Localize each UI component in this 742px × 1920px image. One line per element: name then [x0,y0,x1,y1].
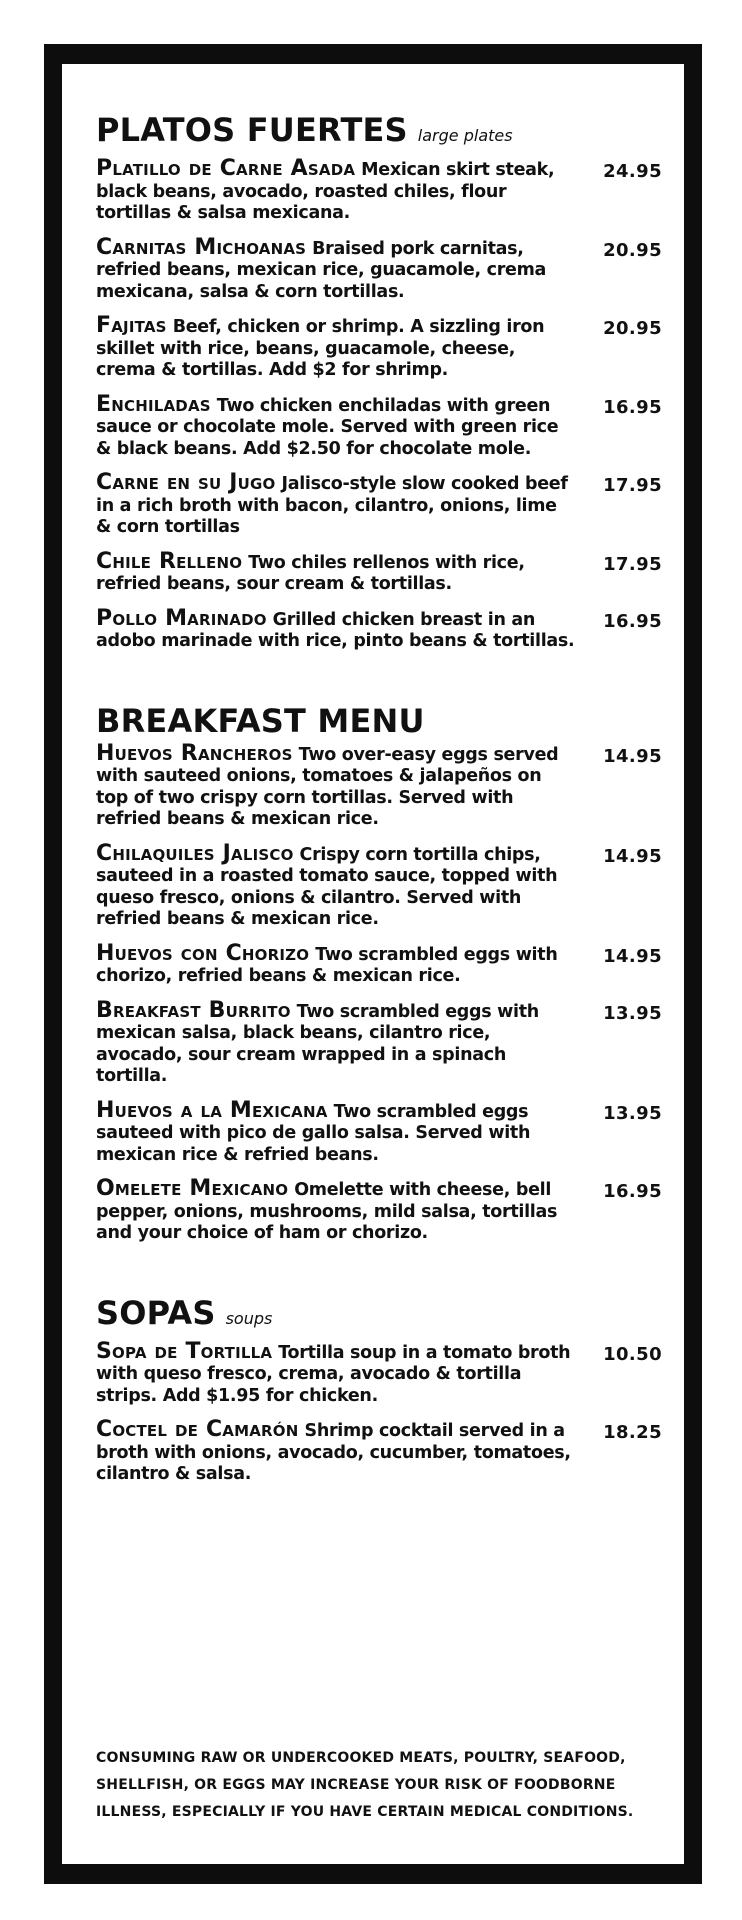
menu-item-description: Two chiles rellenos with rice, refried beans, sour cream & tortillas. [96,552,525,594]
menu-item [96,391,666,461]
menu-item-price: 16.95 [603,610,662,632]
menu-item-price: 16.95 [603,1181,662,1202]
menu-item-name: Chilaquiles Jalisco [96,840,294,866]
menu-item-price: 24.95 [603,161,662,182]
menu-item-name: Sopa de Tortilla [96,1338,273,1364]
menu-item [96,1419,666,1486]
menu-item-name: Chile Relleno [96,548,243,574]
menu-item [96,1338,666,1408]
section-title-sub: soups [225,1308,273,1328]
section-platos-fuertes [96,110,666,653]
menu-item-price: 10.50 [603,1343,662,1365]
section-title [96,701,666,741]
section-title-main: PLATOS FUERTES [96,111,408,149]
menu-item-price: 14.95 [603,745,662,767]
menu-item-price: 20.95 [603,318,662,339]
menu-item [96,740,666,831]
menu-item [96,1178,666,1245]
menu-item-price: 17.95 [603,553,662,575]
menu-item-name: Huevos con Chorizo [96,940,310,966]
section-title-main: BREAKFAST MENU [96,701,425,740]
menu-item-description: Tortilla soup in a tomato broth with queso fresco, crema, avocado & tortilla strips. Add $1.95 for chicken. [96,1342,571,1406]
menu-item-price: 13.95 [603,1102,662,1124]
menu-item-description: Crispy corn tortilla chips, sauteed in a roasted tomato sauce, topped with queso fresco, onions & cilantro. Served with refried beans & mexican rice. [96,844,558,929]
menu-item-name: Huevos Rancheros [96,740,293,766]
section-title [96,1293,666,1339]
menu-item-price: 14.95 [603,845,662,867]
menu-item-description: Two over-easy eggs served with sauteed onions, tomatoes & jalapeños on top of two crispy corn tortillas. Served with refried beans & mexican rice. [96,744,559,829]
menu-item [96,234,666,304]
menu-item-price: 16.95 [603,396,662,418]
menu-item [96,997,666,1088]
menu-item-description: Two scrambled eggs with mexican salsa, black beans, cilantro rice, avocado, sour cream wrapped in a spinach tortilla. [96,1001,539,1086]
menu-item [96,940,666,988]
menu-item-name: Breakfast Burrito [96,997,291,1023]
menu-item-description: Two chicken enchiladas with green sauce or chocolate mole. Served with green rice & black beans. Add $2.50 for chocolate mole. [96,395,559,459]
menu-item [96,840,666,931]
menu-item-description: Beef, chicken or shrimp. A sizzling iron skillet with rice, beans, guacamole, cheese, crema & tortillas. Add $2 for shrimp. [96,317,545,380]
menu-item-description: Two scrambled eggs with chorizo, refried beans & mexican rice. [96,944,558,986]
menu-item-name: Pollo Marinado [96,605,267,631]
menu-item-name: Huevos a la Mexicana [96,1097,328,1123]
food-safety-disclaimer: CONSUMING RAW OR UNDERCOOKED MEATS, POULTRY, SEAFOOD, SHELLFISH, OR EGGS MAY INCREASE YOUR RISK OF FOODBORNE ILLNESS, ESPECIALLY IF YOU HAVE CERTAIN MEDICAL CONDITIONS. [96,1750,634,1820]
menu-item-price: 17.95 [603,475,662,496]
menu-item-description: Two scrambled eggs sauteed with pico de gallo salsa. Served with mexican rice & refried beans. [96,1101,531,1165]
menu-item-description: Mexican skirt steak, black beans, avocado, roasted chiles, flour tortillas & salsa mexicana. [96,160,555,223]
menu-item-name: Platillo de Carne Asada [96,156,356,181]
menu-item [96,315,666,382]
menu-item-price: 20.95 [603,239,662,261]
menu-item-name: Enchiladas [96,391,211,417]
section-title [96,110,666,156]
section-title-main: SOPAS [96,1293,216,1332]
menu-item-description: Grilled chicken breast in an adobo marinade with rice, pinto beans & tortillas. [96,609,575,651]
menu-item-description: Shrimp cocktail served in a broth with onions, avocado, cucumber, tomatoes, cilantro & salsa. [96,1421,571,1484]
menu-item-name: Carne en su Jugo [96,470,276,495]
menu-item-price: 13.95 [603,1002,662,1024]
menu-item-description: Jalisco-style slow cooked beef in a rich broth with bacon, cilantro, onions, lime & corn tortillas [96,474,568,537]
menu-item-price: 18.25 [603,1422,662,1443]
menu-item-name: Coctel de Camarón [96,1417,299,1442]
menu-item-name: Carnitas Michoanas [96,234,307,260]
menu-item-description: Omelette with cheese, bell pepper, onions, mushrooms, mild salsa, tortillas and your choice of ham or chorizo. [96,1180,558,1243]
section-sopas [96,1293,666,1486]
menu-item [96,605,666,653]
menu-item-name: Omelete Mexicano [96,1176,289,1201]
menu-item-description: Braised pork carnitas, refried beans, mexican rice, guacamole, crema mexicana, salsa & corn tortillas. [96,238,547,302]
menu-content [96,110,666,1498]
section-title-sub: large plates [417,126,513,145]
menu-item-price: 14.95 [603,945,662,967]
menu-item [96,548,666,596]
menu-item [96,1097,666,1167]
menu-item [96,472,666,539]
menu-item-name: Fajitas [96,313,167,338]
menu-item [96,158,666,225]
section-breakfast-menu [96,701,666,1245]
